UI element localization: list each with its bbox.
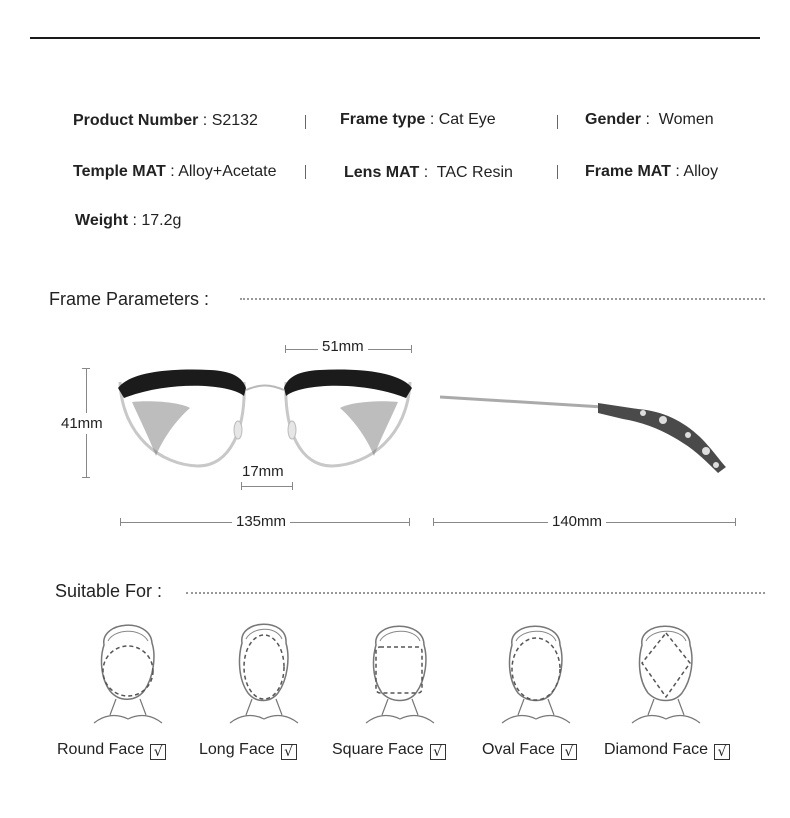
- spec-value: Women: [658, 111, 714, 128]
- spec-label: Frame type: [340, 111, 426, 128]
- round-face-icon: [90, 615, 165, 725]
- dimension-tick: [82, 477, 90, 478]
- spec-value: Alloy: [683, 163, 719, 180]
- checkbox-checked-icon: √: [430, 744, 446, 760]
- glasses-side-view: [438, 385, 733, 480]
- face-option-long: [199, 741, 297, 760]
- dimension-line: [241, 486, 293, 487]
- lens-height-label: 41mm: [61, 415, 103, 432]
- checkbox-checked-icon: √: [150, 744, 166, 760]
- spec-frame-mat: Frame MAT : Alloy: [585, 163, 719, 180]
- face-label: Square Face: [332, 741, 424, 758]
- spec-value: 17.2g: [141, 212, 182, 229]
- dimension-tick: [82, 368, 90, 369]
- dimension-tick: [285, 345, 286, 353]
- face-option-square: [332, 741, 446, 760]
- face-label: Oval Face: [482, 741, 555, 758]
- dimension-tick: [411, 345, 412, 353]
- spec-separator: [305, 165, 306, 179]
- spec-gender: Gender : Women: [585, 111, 714, 128]
- spec-value: S2132: [211, 112, 258, 129]
- face-option-diamond: [604, 741, 730, 760]
- spec-separator: [305, 115, 306, 129]
- face-label: Diamond Face: [604, 741, 709, 758]
- spec-product-number: Product Number : S2132: [73, 112, 258, 129]
- spec-label: Frame MAT: [585, 163, 671, 180]
- spec-separator: [557, 165, 558, 179]
- top-divider: [30, 37, 760, 39]
- bridge-label: 17mm: [242, 463, 284, 480]
- spec-lens-mat: Lens MAT : TAC Resin: [344, 164, 513, 181]
- spec-separator: [557, 115, 558, 129]
- dimension-tick: [433, 518, 434, 526]
- checkbox-checked-icon: √: [561, 744, 577, 760]
- dotted-leader: [186, 592, 765, 594]
- frame-parameters-title: Frame Parameters :: [49, 289, 210, 309]
- long-face-icon: [226, 615, 301, 725]
- spec-value: TAC Resin: [436, 164, 513, 181]
- spec-frame-type: Frame type : Cat Eye: [340, 111, 496, 128]
- dimension-tick: [409, 518, 410, 526]
- dimension-tick: [292, 482, 293, 490]
- face-label: Round Face: [57, 741, 145, 758]
- face-label: Long Face: [199, 741, 275, 758]
- suitable-for-title: Suitable For :: [55, 581, 163, 601]
- glasses-front-view: [110, 360, 420, 475]
- checkbox-checked-icon: √: [714, 744, 730, 760]
- oval-face-icon: [498, 615, 573, 725]
- dimension-tick: [241, 482, 242, 490]
- dimension-tick: [120, 518, 121, 526]
- frame-width-label: 135mm: [232, 513, 290, 530]
- dimension-tick: [735, 518, 736, 526]
- spec-temple-mat: Temple MAT : Alloy+Acetate: [73, 163, 277, 180]
- temple-length-label: 140mm: [548, 513, 606, 530]
- spec-label: Temple MAT: [73, 163, 166, 180]
- face-option-oval: [482, 741, 577, 760]
- face-option-round: [57, 741, 166, 760]
- checkbox-checked-icon: √: [281, 744, 297, 760]
- spec-label: Gender: [585, 111, 642, 128]
- spec-label: Lens MAT: [344, 164, 420, 181]
- square-face-icon: [362, 615, 437, 725]
- spec-label: Product Number: [73, 112, 199, 129]
- spec-label: Weight: [75, 212, 129, 229]
- diamond-face-icon: [628, 615, 703, 725]
- spec-value: Alloy+Acetate: [178, 163, 277, 180]
- dotted-leader: [240, 298, 765, 300]
- spec-value: Cat Eye: [438, 111, 496, 128]
- spec-weight: Weight : 17.2g: [75, 212, 182, 229]
- lens-width-label: 51mm: [318, 338, 368, 355]
